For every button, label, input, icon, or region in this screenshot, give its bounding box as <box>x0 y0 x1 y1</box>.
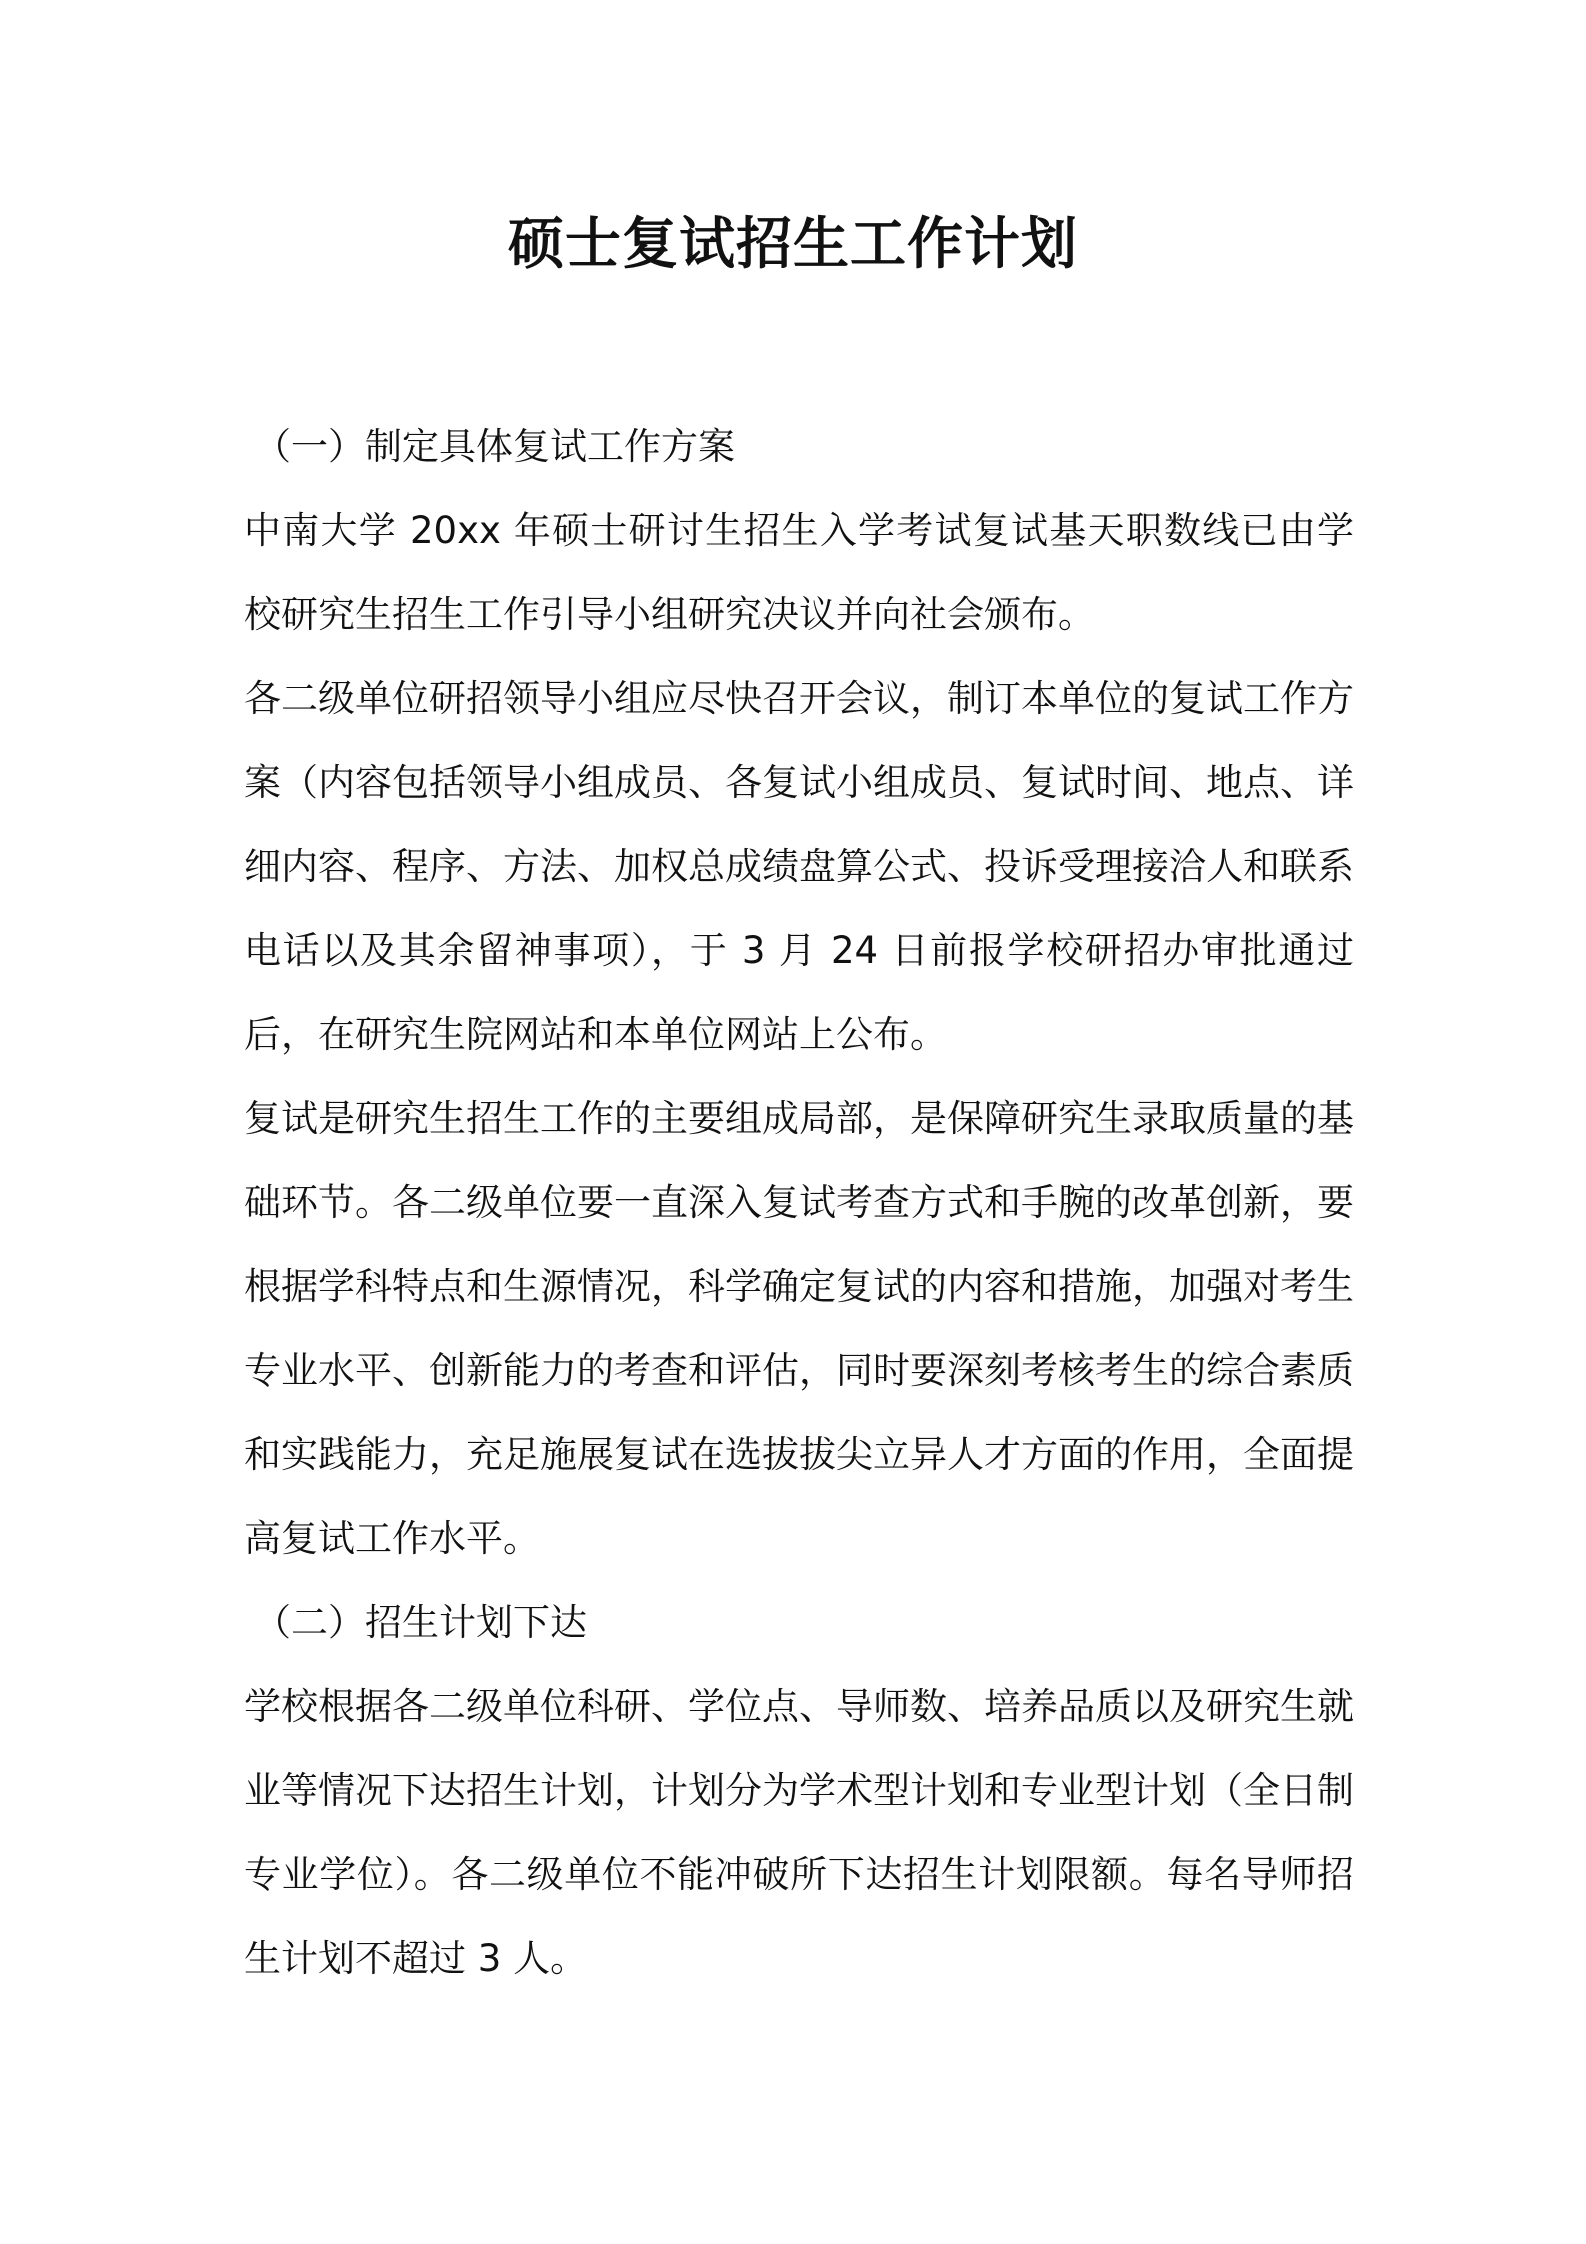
paragraph: 学校根据各二级单位科研、学位点、导师数、培养品质以及研究生就业等情况下达招生计划，计划分为学术型计划和专业型计划（全日制专业学位）。各二级单位不能冲破所下达招生计划限额。每名导师招生计划不超过 3 人。 <box>244 1685 1354 1980</box>
section-2 <box>244 1581 1354 2001</box>
paragraph: 复试是研究生招生工作的主要组成局部，是保障研究生录取质量的基础环节。各二级单位要一直深入复试考查方式和手腕的改革创新，要根据学科特点和生源情况，科学确定复试的内容和措施，加强对考生专业水平、创新能力的考查和评估，同时要深刻考核考生的综合素质和实践能力，充足施展复试在选拔拔尖立异人才方面的作用，全面提高复试工作水平。 <box>244 1097 1354 1560</box>
section-1 <box>244 405 1354 1581</box>
section-heading: （二）招生计划下达 <box>254 1601 587 1644</box>
document-title: 硕士复试招生工作计划 <box>508 212 1078 277</box>
paragraph: 中南大学 20xx 年硕士研讨生招生入学考试复试基天职数线已由学校研究生招生工作引导小组研究决议并向社会颁布。 <box>244 509 1354 636</box>
document-body <box>244 405 1354 2001</box>
section-heading: （一）制定具体复试工作方案 <box>254 425 735 468</box>
paragraph: 各二级单位研招领导小组应尽快召开会议，制订本单位的复试工作方案（内容包括领导小组成员、各复试小组成员、复试时间、地点、详细内容、程序、方法、加权总成绩盘算公式、投诉受理接洽人和联系电话以及其余留神事项），于 3 月 24 日前报学校研招办审批通过后，在研究生院网站和本单位网站上公布。 <box>244 677 1354 1056</box>
